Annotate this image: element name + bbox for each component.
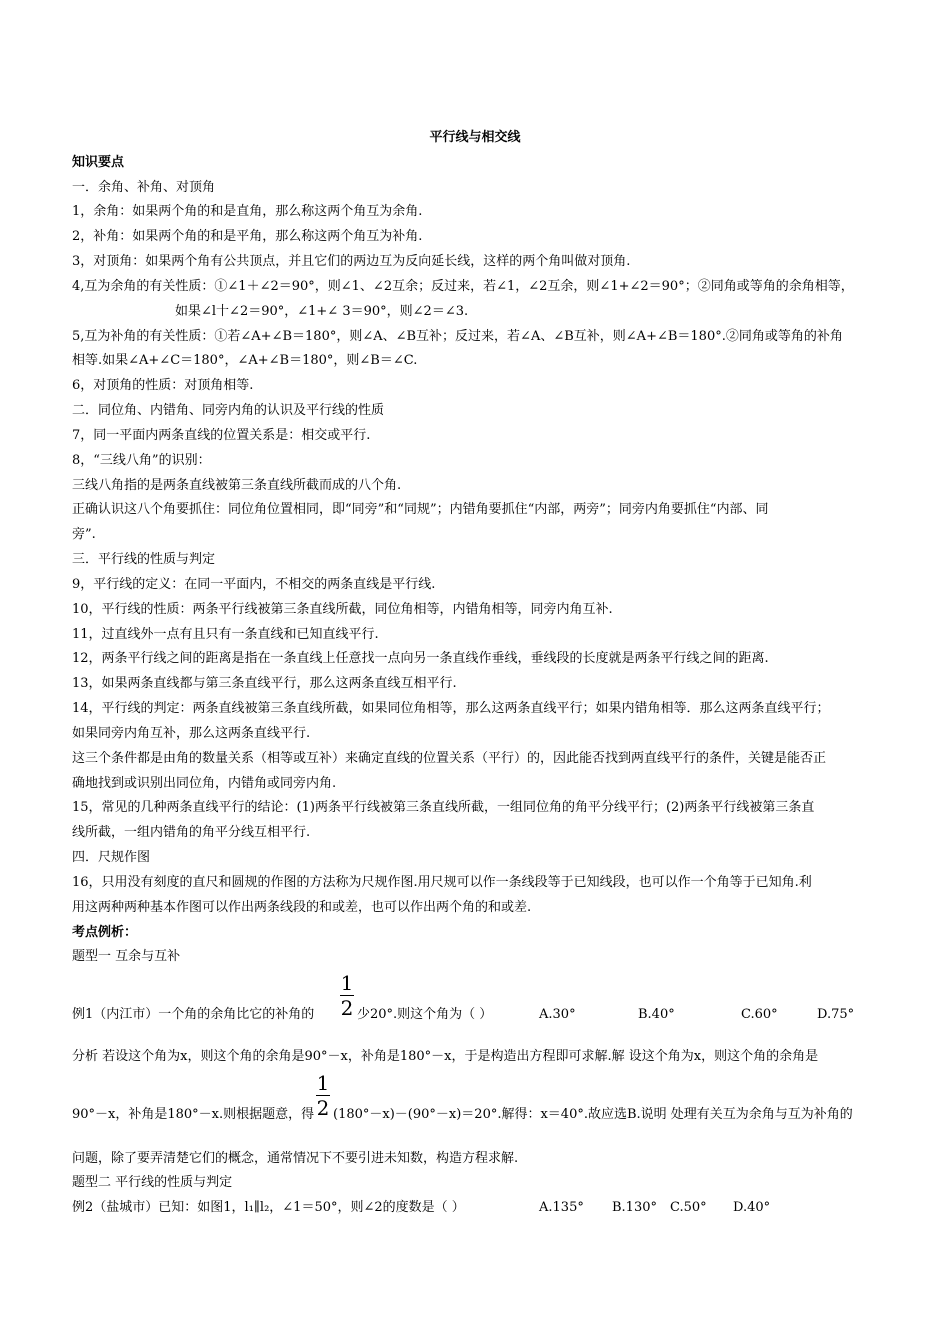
text-line: 四．尺规作图: [72, 850, 151, 865]
text-line: 这三个条件都是由角的数量关系（相等或互补）来确定直线的位置关系（平行）的，因此能否找到两直线平行的条件，关键是能否正: [72, 751, 827, 766]
example1-stem: 例1（内江市）一个角的余角比它的补角的: [72, 1007, 315, 1022]
option-a: A.135°: [539, 1200, 584, 1215]
text-line: 14，平行线的判定：两条直线被第三条直线所截，如果同位角相等，那么这两条直线平行；如果内错角相等．那么这两条直线平行；: [72, 701, 830, 716]
text-line: 1，余角：如果两个角的和是直角，那么称这两个角互为余角.: [72, 204, 423, 219]
text-line: 5,互为补角的有关性质：①若∠A+∠B＝180°，则∠A、∠B互补；反过来，若∠A、∠B互补，则∠A+∠B＝180°.②同角或等角的补角: [72, 329, 843, 344]
text-line: 正确认识这八个角要抓住：同位角位置相同，即“同旁”和“同规”；内错角要抓住“内部，两旁”；同旁内角要抓住“内部、同: [72, 502, 769, 517]
analysis-line: 90°－x，补角是180°－x.则根据题意，得: [72, 1107, 315, 1122]
analysis-line: (180°－x)－(90°－x)＝20°.解得：x＝40°.故应选B.说明 处理有关互为余角与互为补角的: [333, 1107, 853, 1122]
option-c: C.50°: [670, 1200, 707, 1215]
text-line: 题型二 平行线的性质与判定: [72, 1175, 233, 1190]
text-line: 10，平行线的性质：两条平行线被第三条直线所截，同位角相等，内错角相等，同旁内角互补.: [72, 602, 613, 617]
fraction-numerator: 1: [340, 971, 354, 995]
option-a: A.30°: [539, 1007, 576, 1022]
section-heading: 知识要点: [72, 155, 125, 170]
text-line: 二．同位角、内错角、同旁内角的认识及平行线的性质: [72, 403, 385, 418]
page-title: 平行线与相交线: [429, 130, 521, 145]
text-line: 确地找到或识别出同位角，内错角或同旁内角.: [72, 776, 337, 791]
text-line: 如果同旁内角互补，那么这两条直线平行.: [72, 726, 311, 741]
text-line: 线所截，一组内错角的角平分线互相平行.: [72, 825, 311, 840]
example2-stem: 例2（盐城市）已知：如图1，l₁∥l₂，∠1＝50°，则∠2的度数是（ ）: [72, 1200, 465, 1215]
fraction-numerator: 1: [316, 1071, 330, 1095]
text-line: 三线八角指的是两条直线被第三条直线所截而成的八个角.: [72, 478, 402, 493]
text-line: 13，如果两条直线都与第三条直线平行，那么这两条直线互相平行.: [72, 676, 457, 691]
text-line: 如果∠l十∠2＝90°，∠1+∠ 3＝90°，则∠2＝∠3.: [175, 304, 469, 319]
text-line: 7，同一平面内两条直线的位置关系是：相交或平行.: [72, 428, 371, 443]
text-line: 16，只用没有刻度的直尺和圆规的作图的方法称为尺规作图.用尺规可以作一条线段等于已知线段，也可以作一个角等于已知角.利: [72, 875, 812, 890]
section-heading: 考点例析：: [72, 925, 138, 940]
text-line: 2，补角：如果两个角的和是平角，那么称这两个角互为补角.: [72, 229, 423, 244]
option-b: B.40°: [638, 1007, 675, 1022]
fraction-half: [316, 1073, 330, 1118]
text-line: 9，平行线的定义：在同一平面内，不相交的两条直线是平行线.: [72, 577, 436, 592]
text-line: 15，常见的几种两条直线平行的结论：(1)两条平行线被第三条直线所截，一组同位角的角平分线平行；(2)两条平行线被第三条直: [72, 800, 815, 815]
text-line: 6，对顶角的性质：对顶角相等.: [72, 378, 254, 393]
text-line: 3，对顶角：如果两个角有公共顶点，并且它们的两边互为反向延长线，这样的两个角叫做对顶角.: [72, 254, 631, 269]
option-d: D.40°: [733, 1200, 771, 1215]
text-line: 三．平行线的性质与判定: [72, 552, 216, 567]
text-line: 11，过直线外一点有且只有一条直线和已知直线平行.: [72, 627, 379, 642]
text-line: 一．余角、补角、对顶角: [72, 180, 216, 195]
option-b: B.130°: [612, 1200, 657, 1215]
fraction-half: [340, 973, 354, 1018]
fraction-denominator: 2: [340, 996, 354, 1020]
text-line: 用这两种两种基本作图可以作出两条线段的和或差，也可以作出两个角的和或差.: [72, 900, 532, 915]
fraction-denominator: 2: [316, 1096, 330, 1120]
text-line: 相等.如果∠A+∠C＝180°，∠A+∠B＝180°，则∠B＝∠C.: [72, 353, 418, 368]
text-line: 8，“三线八角”的识别：: [72, 453, 211, 468]
text-line: 4,互为余角的有关性质：①∠1＋∠2＝90°，则∠1、∠2互余；反过来，若∠1，∠2互余，则∠1+∠2＝90°；②同角或等角的余角相等，: [72, 279, 854, 294]
text-line: 12，两条平行线之间的距离是指在一条直线上任意找一点向另一条直线作垂线，垂线段的长度就是两条平行线之间的距离.: [72, 651, 769, 666]
text-line: 旁”.: [72, 527, 96, 542]
option-d: D.75°: [817, 1007, 855, 1022]
example1-stem-cont: 少20°.则这个角为（ ）: [357, 1007, 493, 1022]
text-line: 题型一 互余与互补: [72, 949, 181, 964]
analysis-line: 问题，除了要弄清楚它们的概念，通常情况下不要引进未知数，构造方程求解.: [72, 1151, 519, 1166]
analysis-line: 分析 若设这个角为x，则这个角的余角是90°－x，补角是180°－x，于是构造出方程即可求解.解 设这个角为x，则这个角的余角是: [72, 1049, 819, 1064]
option-c: C.60°: [741, 1007, 778, 1022]
